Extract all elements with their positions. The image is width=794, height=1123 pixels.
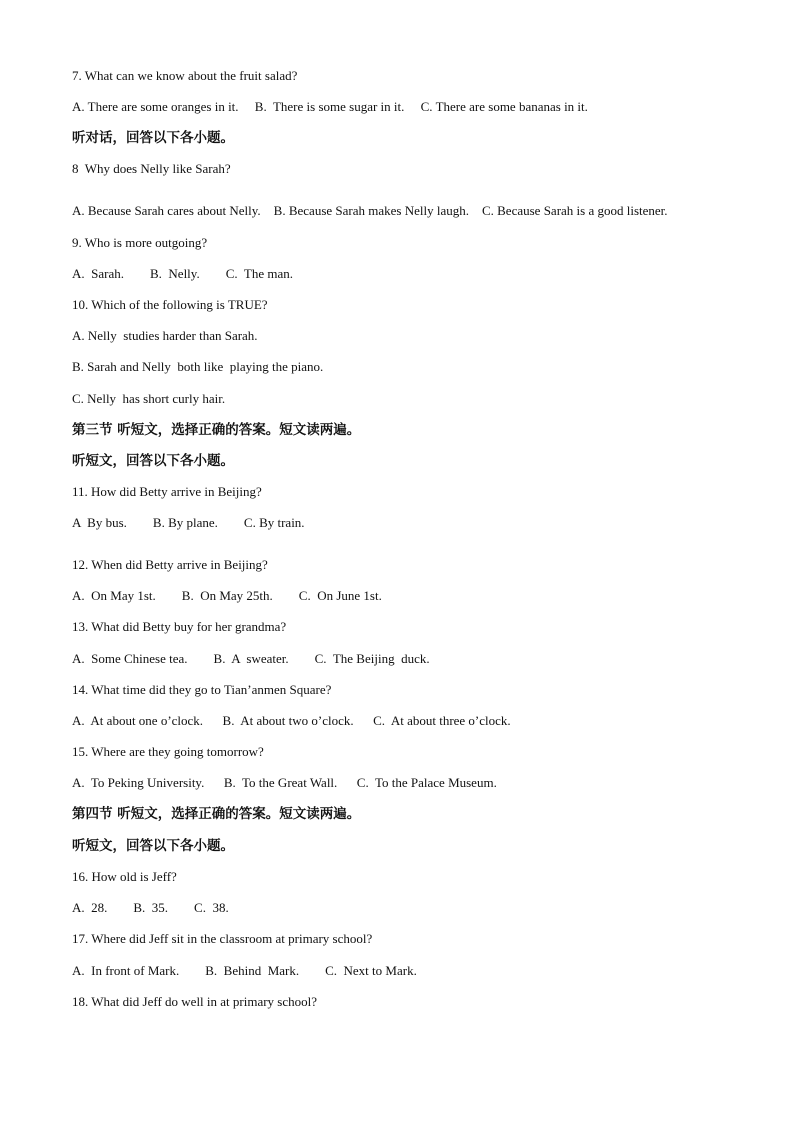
section-instruction: 听短文，回答以下各小题。	[72, 838, 234, 854]
question-10-option-a: A. Nelly studies harder than Sarah.	[72, 328, 258, 343]
question-7: 7. What can we know about the fruit salad?	[72, 68, 298, 83]
section-3-heading: 第三节 听短文，选择正确的答案。短文读两遍。	[72, 422, 361, 438]
question-14-options: A. At about one o’clock. B. At about two o’clock. C. At about three o’clock.	[72, 713, 511, 728]
question-17-options: A. In front of Mark. B. Behind Mark. C. Next to Mark.	[72, 963, 417, 978]
question-13: 13. What did Betty buy for her grandma?	[72, 619, 287, 634]
section-4-heading: 第四节 听短文，选择正确的答案。短文读两遍。	[72, 806, 361, 822]
question-15: 15. Where are they going tomorrow?	[72, 744, 264, 759]
question-17: 17. Where did Jeff sit in the classroom at primary school?	[72, 931, 373, 946]
question-12-options: A. On May 1st. B. On May 25th. C. On June 1st.	[72, 588, 382, 603]
question-13-options: A. Some Chinese tea. B. A sweater. C. The Beijing duck.	[72, 651, 430, 666]
question-12: 12. When did Betty arrive in Beijing?	[72, 557, 268, 572]
question-7-options: A. There are some oranges in it. B. There is some sugar in it. C. There are some bananas in it.	[72, 99, 588, 114]
question-8-options: A. Because Sarah cares about Nelly. B. Because Sarah makes Nelly laugh. C. Because Sarah is a good listener.	[72, 203, 668, 218]
question-8: 8 Why does Nelly like Sarah?	[72, 161, 231, 176]
question-9: 9. Who is more outgoing?	[72, 235, 208, 250]
section-instruction: 听短文，回答以下各小题。	[72, 453, 234, 469]
section-instruction: 听对话，回答以下各小题。	[72, 130, 234, 146]
question-11: 11. How did Betty arrive in Beijing?	[72, 484, 262, 499]
question-14: 14. What time did they go to Tian’anmen Square?	[72, 682, 332, 697]
question-15-options: A. To Peking University. B. To the Great Wall. C. To the Palace Museum.	[72, 775, 497, 790]
question-10-option-b: B. Sarah and Nelly both like playing the piano.	[72, 359, 324, 374]
question-9-options: A. Sarah. B. Nelly. C. The man.	[72, 266, 293, 281]
question-10: 10. Which of the following is TRUE?	[72, 297, 268, 312]
question-11-options: A By bus. B. By plane. C. By train.	[72, 515, 305, 530]
question-16-options: A. 28. B. 35. C. 38.	[72, 900, 229, 915]
question-18: 18. What did Jeff do well in at primary school?	[72, 994, 318, 1009]
question-16: 16. How old is Jeff?	[72, 869, 177, 884]
question-10-option-c: C. Nelly has short curly hair.	[72, 391, 226, 406]
